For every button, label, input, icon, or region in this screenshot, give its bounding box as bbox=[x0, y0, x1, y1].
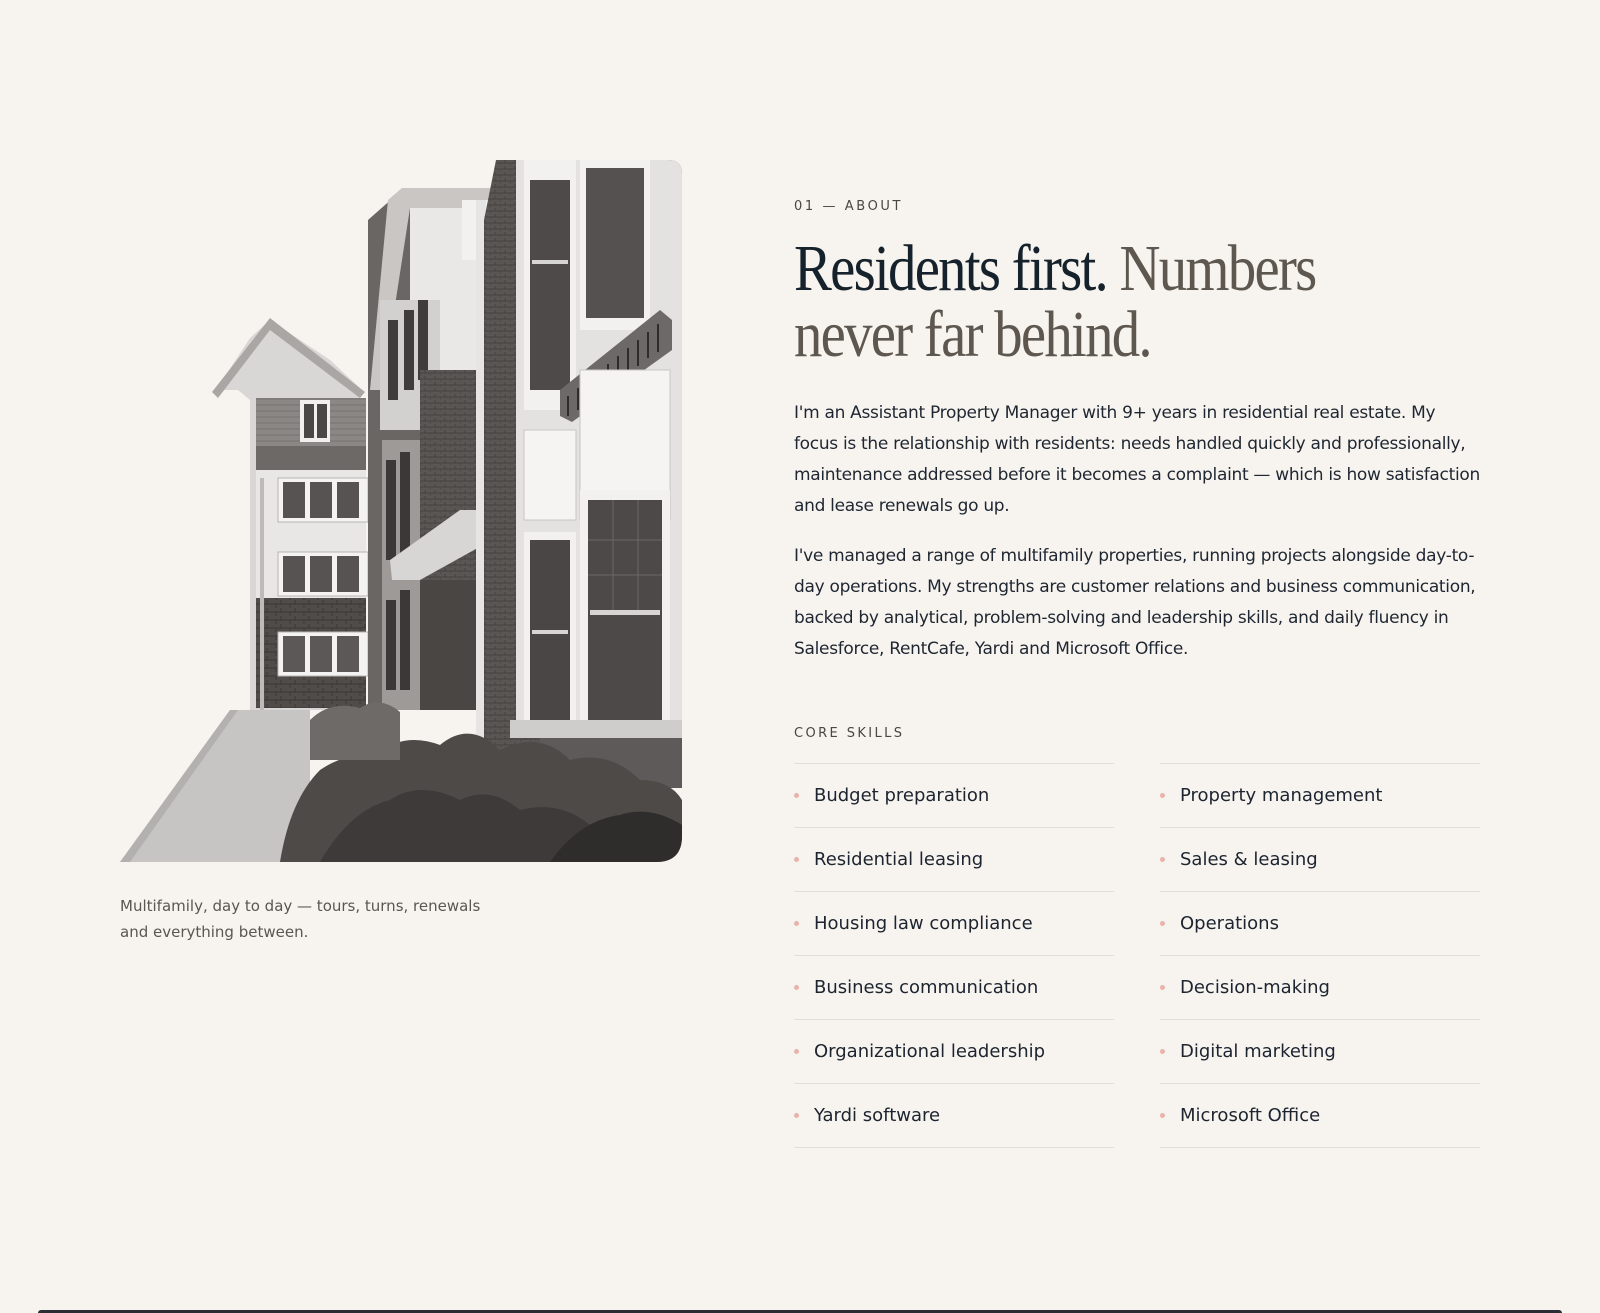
building-photo bbox=[120, 160, 682, 862]
bullet-dot-icon bbox=[794, 1049, 799, 1054]
bullet-dot-icon bbox=[1160, 1049, 1165, 1054]
skill-label: Housing law compliance bbox=[814, 913, 1033, 934]
skill-label: Property management bbox=[1180, 785, 1383, 806]
bullet-dot-icon bbox=[1160, 921, 1165, 926]
bullet-dot-icon bbox=[794, 921, 799, 926]
skill-item bbox=[794, 1084, 1114, 1148]
skill-item bbox=[1160, 828, 1480, 892]
skill-label: Decision-making bbox=[1180, 977, 1330, 998]
about-paragraph: I've managed a range of multifamily properties, running projects alongside day-to-day operations. My strengths are customer relations and business communication, backed by analytical, problem-solving and leadership skills, and daily fluency in Salesforce, RentCafe, Yardi and Microsoft Office. bbox=[794, 546, 1476, 659]
bullet-dot-icon bbox=[794, 793, 799, 798]
skills-list bbox=[794, 763, 1482, 1148]
bullet-dot-icon bbox=[794, 985, 799, 990]
bullet-dot-icon bbox=[794, 857, 799, 862]
skill-label: Business communication bbox=[814, 977, 1039, 998]
photo-caption: Multifamily, day to day — tours, turns, renewals and everything between. bbox=[120, 897, 481, 941]
skill-label: Residential leasing bbox=[814, 849, 984, 870]
skill-item bbox=[1160, 956, 1480, 1020]
about-paragraph: I'm an Assistant Property Manager with 9+ years in residential real estate. My focus is the relationship with residents: needs handled quickly and professionally, maintenance addressed before it becomes a complaint — which is how satisfaction and lease renewals go up. bbox=[794, 403, 1480, 516]
skill-item bbox=[794, 892, 1114, 956]
heading-emphasis: Residents first. bbox=[794, 232, 1108, 305]
skill-item bbox=[1160, 1084, 1480, 1148]
bullet-dot-icon bbox=[1160, 1113, 1165, 1118]
heading-muted-line-2: never far behind. bbox=[794, 298, 1151, 371]
skill-label: Digital marketing bbox=[1180, 1041, 1336, 1062]
skill-item bbox=[794, 764, 1114, 828]
skill-label: Budget preparation bbox=[814, 785, 990, 806]
skill-item bbox=[1160, 764, 1480, 828]
bullet-dot-icon bbox=[1160, 985, 1165, 990]
skill-item bbox=[1160, 892, 1480, 956]
bullet-dot-icon bbox=[794, 1113, 799, 1118]
skill-item bbox=[794, 828, 1114, 892]
core-skills-label: CORE SKILLS bbox=[794, 726, 905, 741]
section-heading bbox=[794, 232, 1473, 371]
heading-muted-line-1: Numbers bbox=[1107, 232, 1316, 305]
skill-item bbox=[1160, 1020, 1480, 1084]
skills-column-left bbox=[794, 763, 1114, 1148]
about-content bbox=[794, 196, 1482, 1148]
skills-column-right bbox=[1160, 763, 1480, 1148]
section-eyebrow: 01 — ABOUT bbox=[794, 199, 904, 214]
skill-item bbox=[794, 1020, 1114, 1084]
skill-label: Yardi software bbox=[814, 1105, 941, 1126]
skill-label: Microsoft Office bbox=[1180, 1105, 1321, 1126]
skill-label: Sales & leasing bbox=[1180, 849, 1318, 870]
bullet-dot-icon bbox=[1160, 857, 1165, 862]
skill-label: Operations bbox=[1180, 913, 1279, 934]
skill-label: Organizational leadership bbox=[814, 1041, 1046, 1062]
skill-item bbox=[794, 956, 1114, 1020]
bullet-dot-icon bbox=[1160, 793, 1165, 798]
